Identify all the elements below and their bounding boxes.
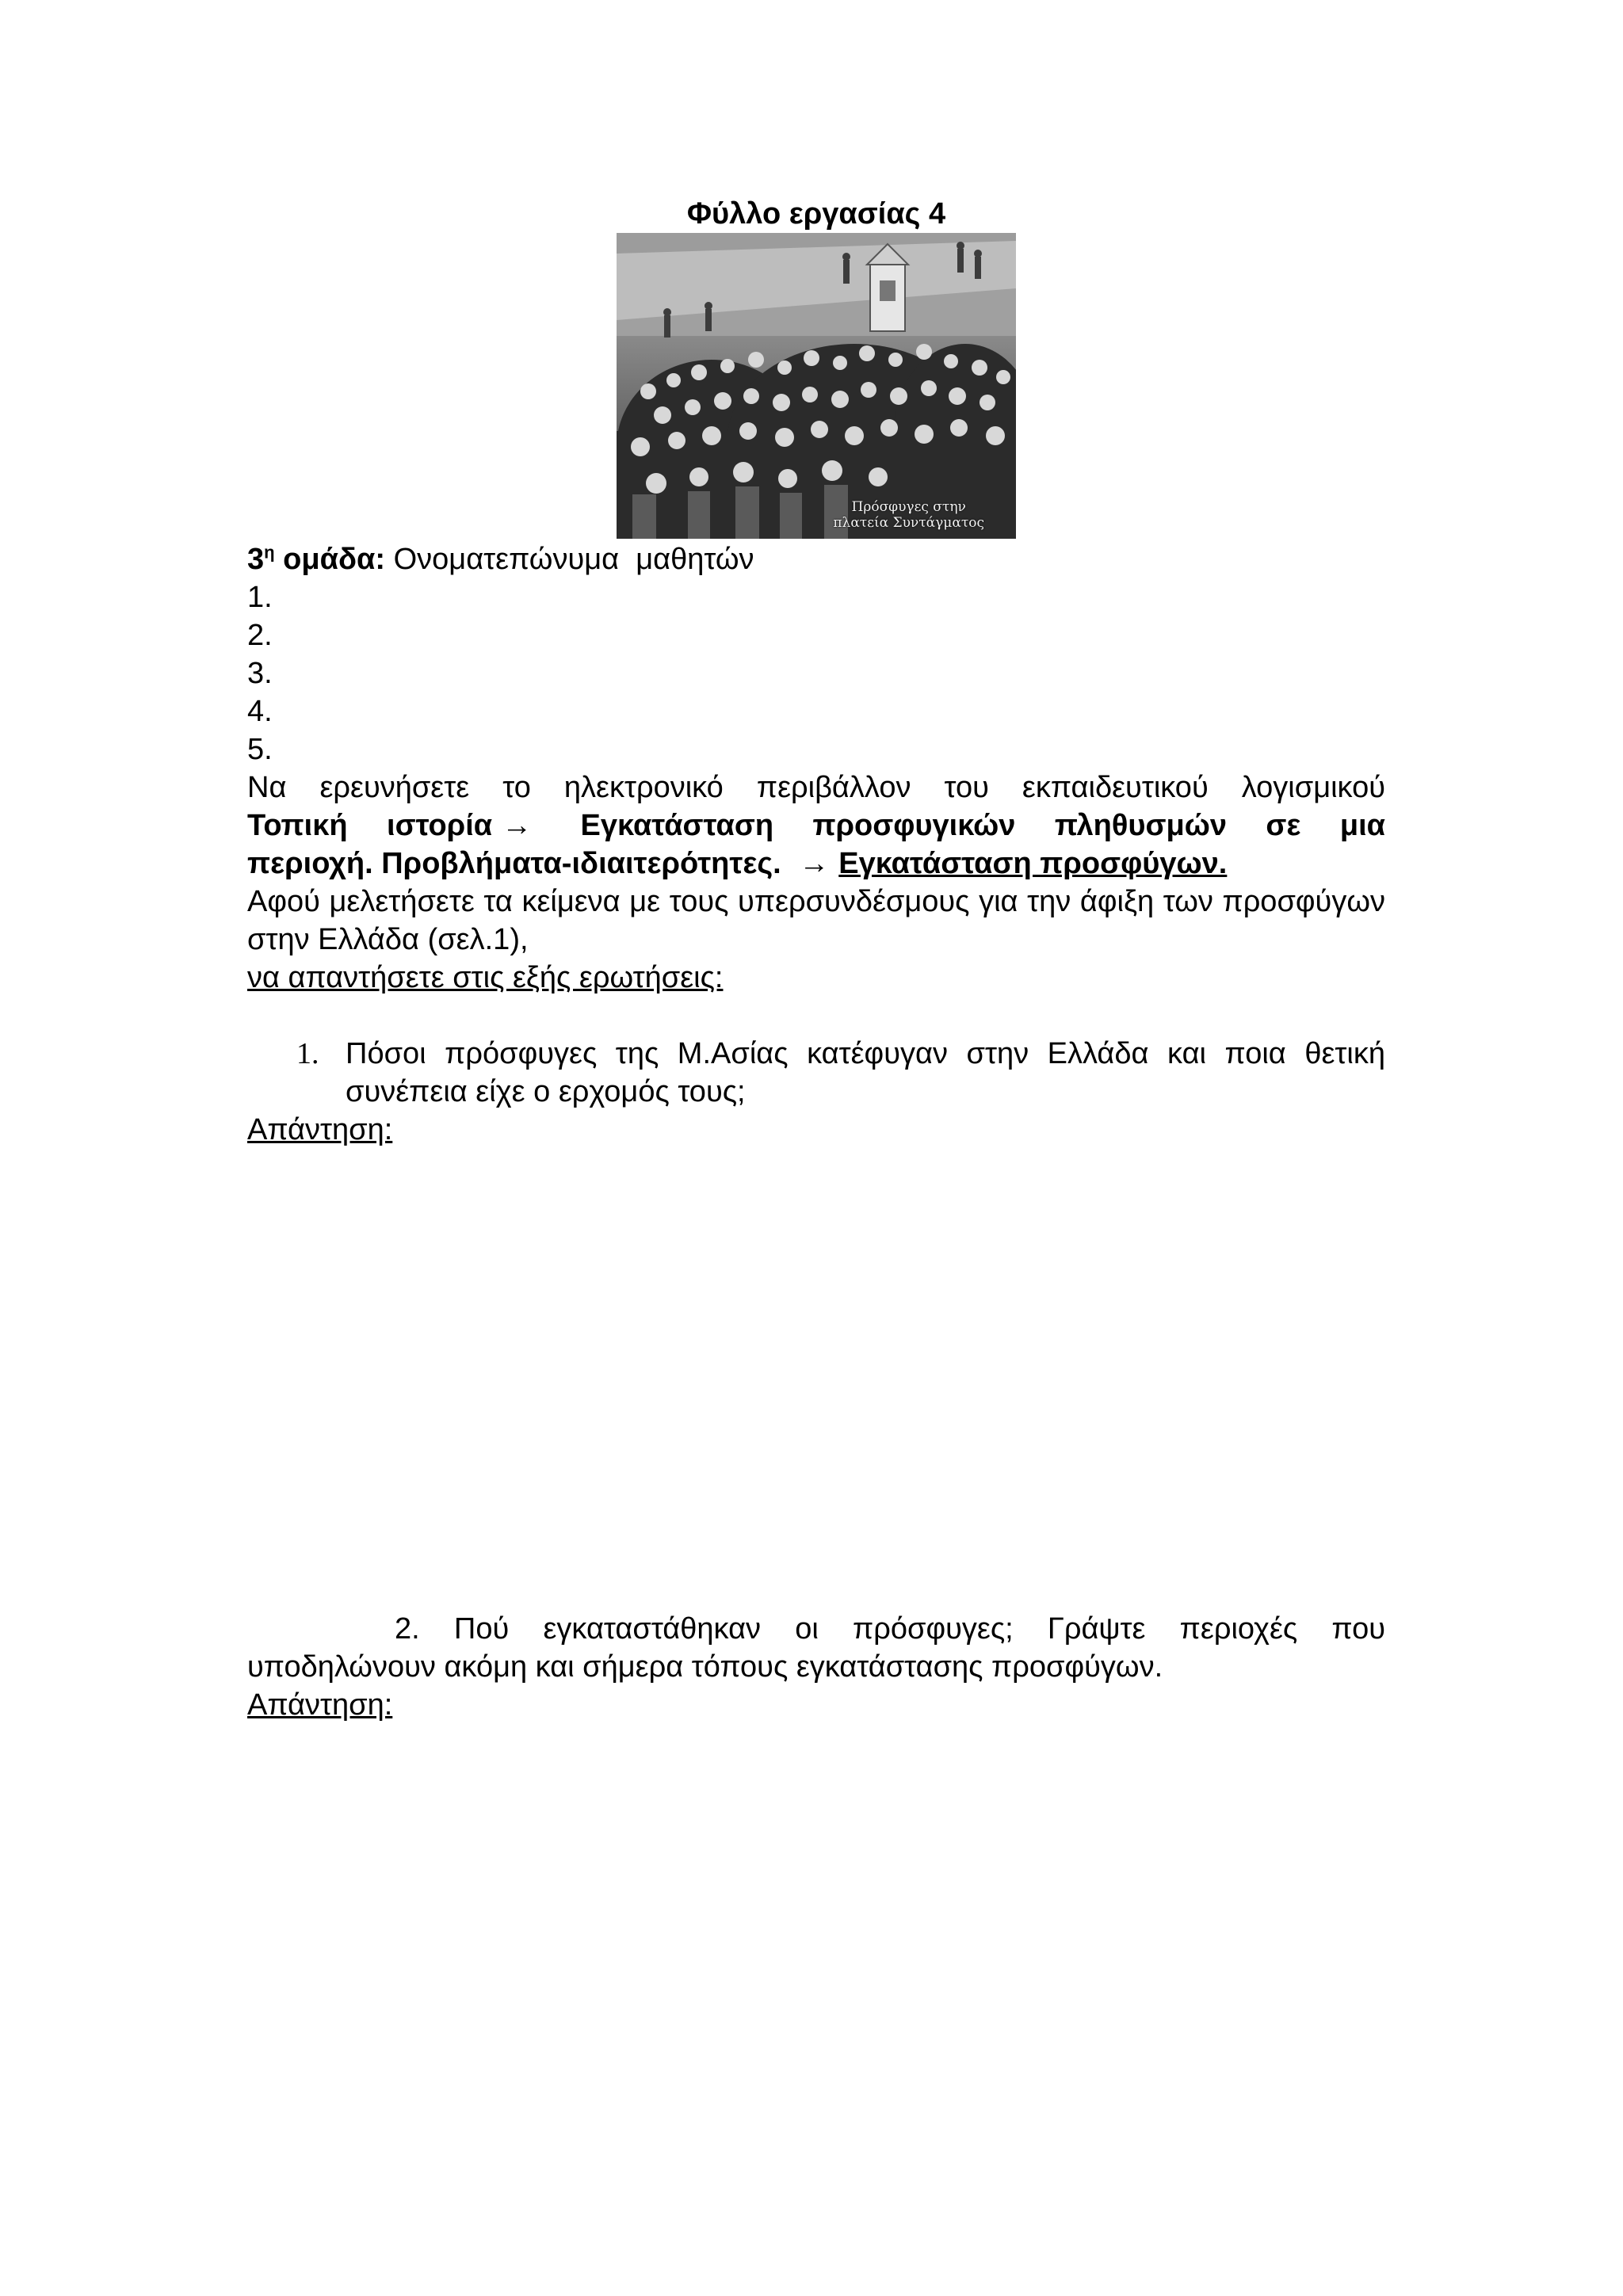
group-number: 3	[247, 543, 265, 576]
photo-caption-line2: πλατεία Συντάγματος	[833, 515, 984, 531]
photo-caption-line1: Πρόσφυγες στην	[851, 499, 966, 515]
question-2-text: Πού εγκαταστάθηκαν οι πρόσφυγες; Γράψτε περιοχές που υποδηλώνουν ακόμη και σήμερα τόπους εγκατάστασης προσφύγων.	[247, 1612, 1386, 1684]
photo-caption	[833, 499, 984, 531]
question-2-number: 2.	[395, 1612, 420, 1646]
instructions-intro: Να ερευνήσετε το ηλεκτρονικό περιβάλλον του εκπαιδευτικού λογισμικού	[247, 771, 1385, 804]
group-label: ομάδα:	[283, 543, 386, 576]
question-1	[247, 1035, 1385, 1111]
student-line-5: 5.	[247, 733, 273, 766]
software-path-part2: Εγκατάσταση προσφυγικών πληθυσμών σε μια	[580, 809, 1386, 842]
study-text: Αφού μελετήσετε τα κείμενα με τους υπερσυνδέσμους για την άφιξη των προσφύγων στην Ελλάδα (σελ.1),	[247, 885, 1385, 956]
software-path-part3: περιοχή. Προβλήματα-ιδιαιτερότητες.	[247, 847, 781, 880]
software-path-link: Εγκατάσταση προσφύγων.	[838, 847, 1228, 880]
software-path-part1: Τοπική ιστορία	[247, 809, 493, 842]
question-2	[247, 1610, 1385, 1686]
question-1-text: Πόσοι πρόσφυγες της Μ.Ασίας κατέφυγαν στην Ελλάδα και ποια θετική συνέπεια είχε ο ερχομός τους;	[346, 1037, 1385, 1108]
arrow-icon: →	[799, 847, 830, 880]
group-text: Ονοματεπώνυμα μαθητών	[393, 543, 754, 576]
arrow-icon: →	[502, 809, 533, 842]
refugees-photo-image	[617, 233, 1016, 539]
question-1-answer-label: Απάντηση:	[247, 1113, 393, 1146]
student-name-list	[247, 578, 1385, 769]
student-line-1: 1.	[247, 581, 273, 614]
software-path-line2	[247, 845, 1385, 883]
page-title: Φύλλο εργασίας 4	[686, 197, 946, 231]
student-line-4: 4.	[247, 695, 273, 728]
answer-prompt: να απαντήσετε στις εξής ερωτήσεις:	[247, 961, 724, 994]
group-number-superscript: η	[264, 542, 275, 563]
worksheet-content	[247, 195, 1385, 1724]
question-2-answer-label: Απάντηση:	[247, 1688, 393, 1722]
student-line-3: 3.	[247, 657, 273, 690]
student-line-2: 2.	[247, 619, 273, 652]
refugees-photo	[617, 233, 1016, 539]
question-2-body	[247, 1610, 1385, 1686]
question-1-number: 1.	[296, 1037, 319, 1070]
software-path-line1	[247, 807, 1385, 845]
group-line	[247, 540, 1385, 578]
